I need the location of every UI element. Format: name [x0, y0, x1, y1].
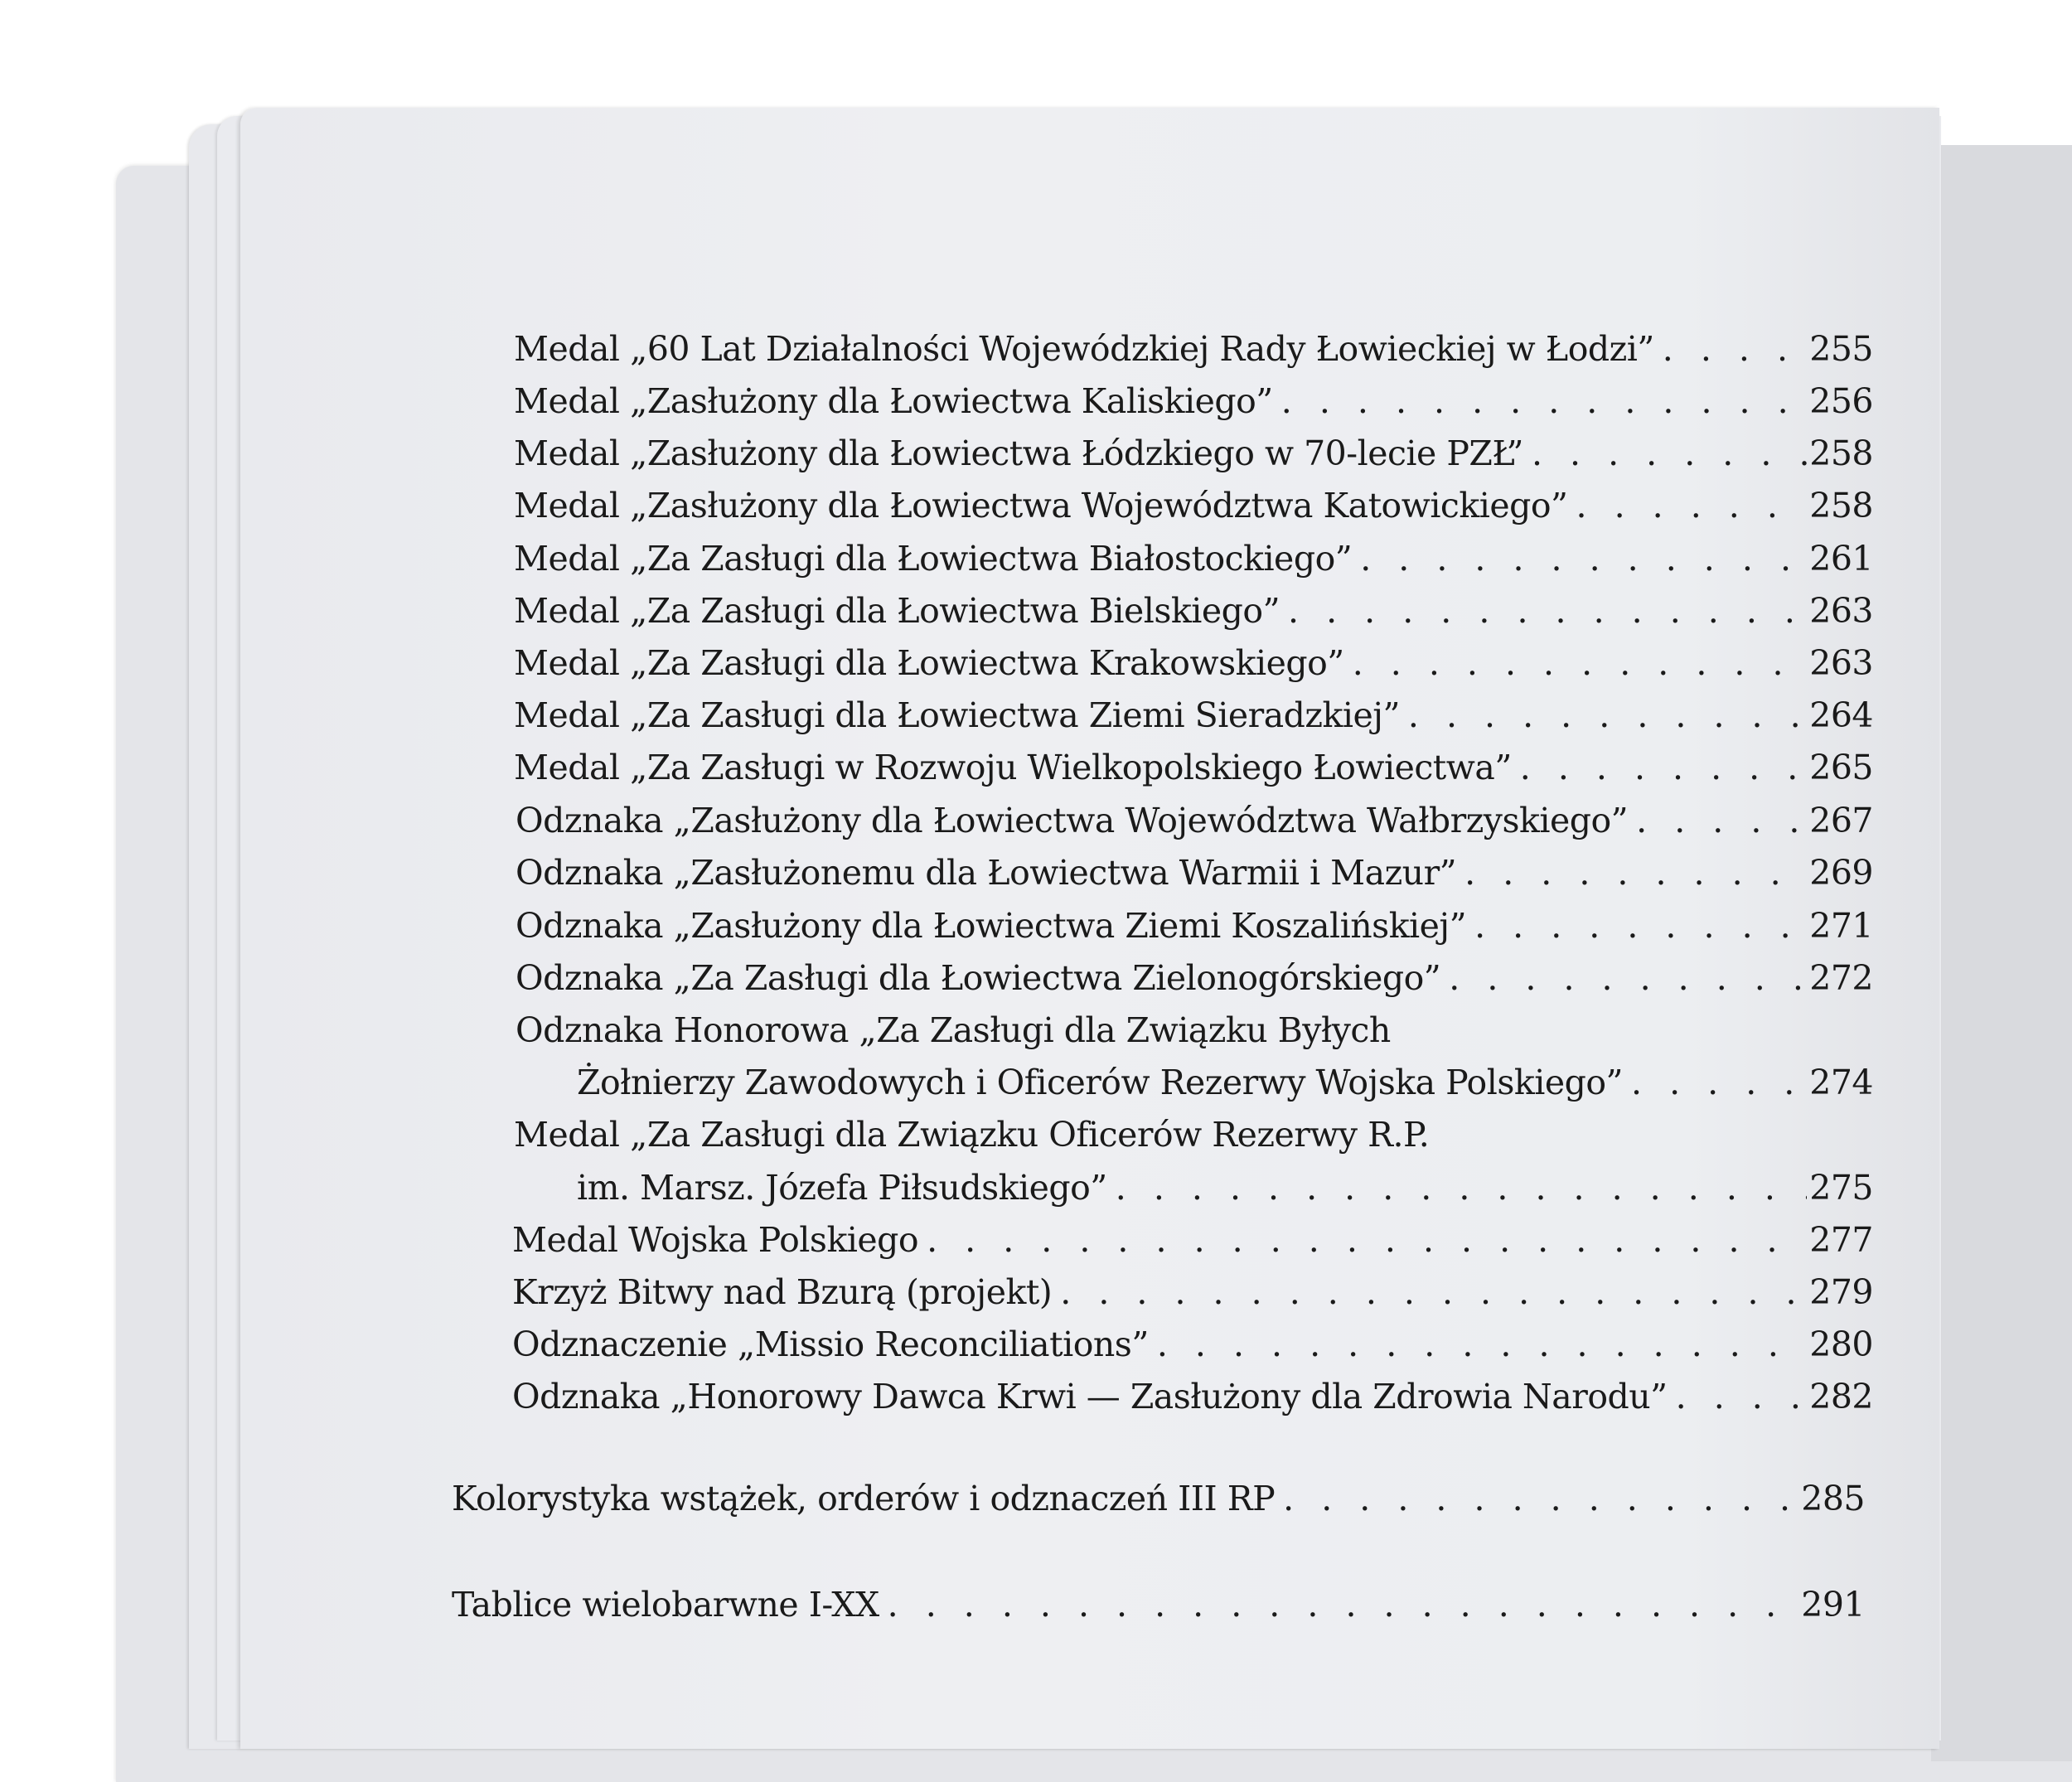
toc-entry-title: Medal „Za Zasługi dla Łowiectwa Krakowskiego” — [514, 643, 1344, 683]
leader-dots — [1628, 801, 1807, 840]
leader-dots — [1352, 539, 1807, 579]
toc-section — [452, 1585, 1865, 1625]
leader-dots — [1280, 591, 1807, 631]
toc-entry — [514, 329, 1873, 369]
leader-dots — [918, 1220, 1807, 1260]
toc-entry-title: Medal „Za Zasługi dla Łowiectwa Ziemi Sieradzkiej” — [514, 695, 1400, 735]
toc-entry — [516, 853, 1873, 893]
toc-entry-title: Medal „Zasłużony dla Łowiectwa Łódzkiego w 70-lecie PZŁ” — [514, 433, 1523, 473]
toc-section-title: Kolorystyka wstążek, orderów i odznaczeń III RP — [452, 1479, 1276, 1518]
toc-entry — [514, 591, 1873, 631]
leader-dots — [1440, 958, 1807, 998]
toc-entry-page: 280 — [1809, 1324, 1873, 1364]
toc-section-title: Tablice wielobarwne I-XX — [452, 1585, 879, 1625]
toc-entry-page: 269 — [1809, 853, 1873, 893]
leader-dots — [1344, 643, 1807, 683]
toc-entry-page: 256 — [1809, 381, 1873, 421]
leader-dots — [1668, 1377, 1807, 1416]
toc-entry — [514, 486, 1873, 525]
toc-entry — [516, 958, 1873, 998]
leader-dots — [1400, 695, 1807, 735]
toc-entry — [514, 433, 1873, 473]
toc-entry — [512, 1220, 1873, 1260]
toc-section — [452, 1479, 1865, 1518]
toc-entry-page: 255 — [1809, 329, 1873, 369]
toc-entry-page: 275 — [1809, 1168, 1873, 1208]
toc-entry-title: Medal „Zasłużony dla Łowiectwa Kaliskiego” — [514, 381, 1273, 421]
toc-entry-page: 277 — [1809, 1220, 1873, 1260]
leader-dots — [1149, 1324, 1807, 1364]
leader-dots — [1466, 906, 1807, 946]
toc-entry — [577, 1168, 1873, 1208]
toc-entry-page: 272 — [1809, 958, 1873, 998]
toc-entry-page: 261 — [1809, 539, 1873, 579]
leader-dots — [1107, 1168, 1807, 1208]
toc-entry-title: Medal „Za Zasługi dla Łowiectwa Bielskiego” — [514, 591, 1280, 631]
toc-entry — [514, 381, 1873, 421]
toc-entry-title: Krzyż Bitwy nad Bzurą (projekt) — [512, 1272, 1053, 1312]
toc-section-page: 291 — [1801, 1585, 1865, 1625]
toc-entry — [512, 1272, 1873, 1312]
toc-entry-page: 258 — [1809, 433, 1873, 473]
leader-dots — [1623, 1063, 1807, 1102]
toc-entry-title: Odznaka Honorowa „Za Zasługi dla Związku Byłych — [516, 1010, 1391, 1050]
leader-dots — [1523, 433, 1807, 473]
toc-entry-title: Medal „60 Lat Działalności Wojewódzkiej Rady Łowieckiej w Łodzi” — [514, 329, 1654, 369]
toc-entry-page: 279 — [1809, 1272, 1873, 1312]
toc-entry-page: 263 — [1809, 643, 1873, 683]
toc-entry — [577, 1063, 1873, 1102]
toc-entry — [514, 643, 1873, 683]
toc-entry-page: 265 — [1809, 748, 1873, 787]
toc-entry-title: Medal „Za Zasługi dla Związku Oficerów Rezerwy R.P. — [514, 1115, 1430, 1155]
book-cover-right — [1931, 145, 2072, 1761]
toc-entry-page: 274 — [1809, 1063, 1873, 1102]
leader-dots — [1273, 381, 1807, 421]
toc-entry-page: 271 — [1809, 906, 1873, 946]
toc-entry-page: 258 — [1809, 486, 1873, 525]
leader-dots — [1654, 329, 1807, 369]
toc-entry — [514, 748, 1873, 787]
leader-dots — [1052, 1272, 1807, 1312]
toc-entry-title: Odznaka „Honorowy Dawca Krwi — Zasłużony dla Zdrowia Narodu” — [512, 1377, 1668, 1416]
toc-entry-page: 267 — [1809, 801, 1873, 840]
leader-dots — [1456, 853, 1807, 893]
toc-entry-page: 264 — [1809, 695, 1873, 735]
toc-entry-title: Odznaka „Za Zasługi dla Łowiectwa Zielonogórskiego” — [516, 958, 1441, 998]
toc-entry-page: 263 — [1809, 591, 1873, 631]
leader-dots — [1512, 748, 1807, 787]
table-of-contents — [448, 0, 1890, 1731]
toc-entry-title: Odznaka „Zasłużony dla Łowiectwa Ziemi Koszalińskiej” — [516, 906, 1467, 946]
toc-section-page: 285 — [1801, 1479, 1865, 1518]
toc-entry-title: Odznaka „Zasłużonemu dla Łowiectwa Warmii i Mazur” — [516, 853, 1457, 893]
toc-entry-title: Odznaczenie „Missio Reconciliations” — [512, 1324, 1149, 1364]
toc-entry — [514, 695, 1873, 735]
toc-entry-page: 282 — [1809, 1377, 1873, 1416]
leader-dots — [879, 1585, 1798, 1625]
toc-entry — [516, 906, 1873, 946]
toc-entry — [514, 539, 1873, 579]
leader-dots — [1568, 486, 1807, 525]
toc-entry — [512, 1377, 1873, 1416]
leader-dots — [1275, 1479, 1798, 1518]
toc-entry-title: Medal „Za Zasługi dla Łowiectwa Białostockiego” — [514, 539, 1353, 579]
toc-entry-continuation: im. Marsz. Józefa Piłsudskiego” — [577, 1168, 1107, 1208]
toc-entry-title: Medal „Zasłużony dla Łowiectwa Województwa Katowickiego” — [514, 486, 1568, 525]
toc-entry-title: Medal Wojska Polskiego — [512, 1220, 919, 1260]
toc-entry — [516, 801, 1873, 840]
toc-entry-title: Medal „Za Zasługi w Rozwoju Wielkopolskiego Łowiectwa” — [514, 748, 1512, 787]
toc-entry-continuation: Żołnierzy Zawodowych i Oficerów Rezerwy Wojska Polskiego” — [577, 1063, 1623, 1102]
toc-entry — [512, 1324, 1873, 1364]
toc-entry-title: Odznaka „Zasłużony dla Łowiectwa Województwa Wałbrzyskiego” — [516, 801, 1629, 840]
